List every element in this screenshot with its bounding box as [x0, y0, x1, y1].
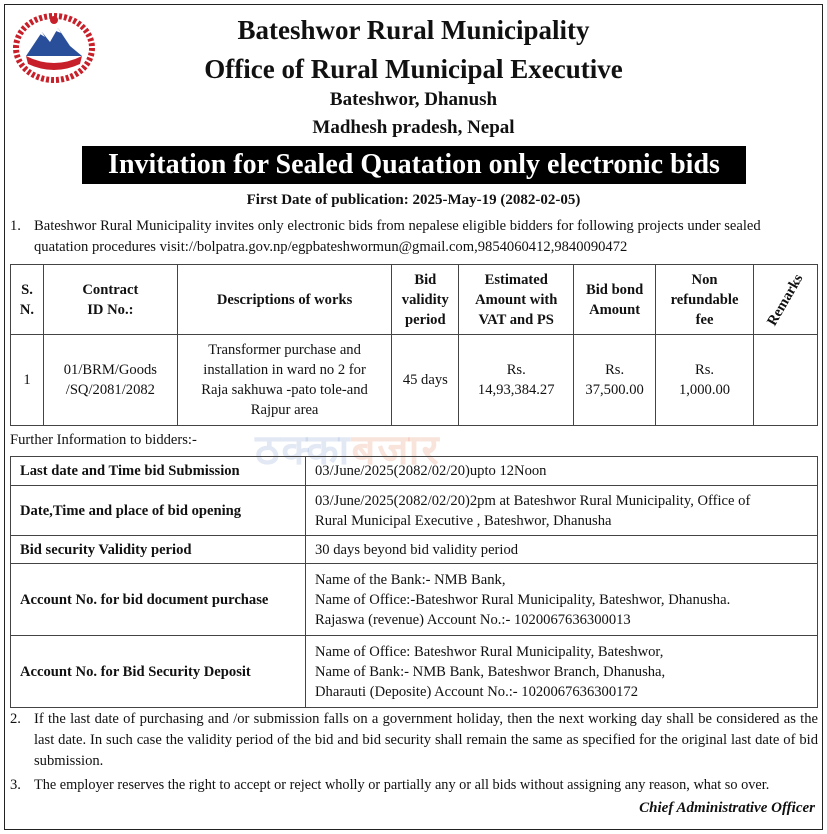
col-sn-header: S. N. — [11, 265, 44, 335]
office-name: Office of Rural Municipal Executive — [204, 54, 623, 84]
further-info-table — [10, 456, 818, 708]
cell-estimated-amount: Rs. 14,93,384.27 — [459, 335, 574, 426]
cell-validity: 45 days — [392, 335, 459, 426]
paragraph-1 — [10, 216, 818, 258]
info-value: Name of the Bank:- NMB Bank, Name of Office:-Bateshwor Rural Municipality, Bateshwor, Dhanusha. Rajaswa (revenue) Account No.:- 1020067636300013 — [306, 564, 818, 636]
cell-remarks — [753, 335, 817, 426]
paragraph-1-text: Bateshwor Rural Municipality invites only electronic bids from nepalese eligible bidders for following projects under sealed quatation procedures visit://bolpatra.gov.np/egpbateshwormun@gmail.com,9854060412,9840090472 — [34, 218, 761, 255]
office-province: Madhesh pradesh, Nepal — [312, 117, 515, 138]
cell-bid-bond: Rs. 37,500.00 — [574, 335, 656, 426]
col-fee-header: Non refundable fee — [656, 265, 754, 335]
info-label: Last date and Time bid Submission — [11, 457, 306, 486]
paragraph-2 — [10, 709, 818, 772]
info-row — [11, 536, 818, 564]
col-validity-header: Bid validity period — [392, 265, 459, 335]
signature-title: Chief Administrative Officer — [639, 800, 815, 816]
info-label: Bid security Validity period — [11, 536, 306, 564]
paragraph-1-number: 1. — [10, 218, 21, 234]
col-remarks-header — [753, 265, 817, 335]
paragraph-3 — [10, 775, 818, 796]
info-label: Account No. for bid document purchase — [11, 564, 306, 636]
col-bid-bond-header: Bid bond Amount — [574, 265, 656, 335]
col-description-header: Descriptions of works — [177, 265, 392, 335]
cell-fee: Rs. 1,000.00 — [656, 335, 754, 426]
paragraph-2-text: If the last date of purchasing and /or submission falls on a government holiday, then the next working day shall be considered as the last date. In such case the validity period of the bid and bid security shall remain the same as specified for the original last date of bid submission. — [34, 711, 818, 769]
further-info-heading: Further Information to bidders:- — [10, 432, 197, 448]
paragraph-3-text: The employer reserves the right to accept or reject wholly or partially any or all bids without assigning any reason, what so over. — [34, 777, 770, 793]
cell-sn: 1 — [11, 335, 44, 426]
info-label: Date,Time and place of bid opening — [11, 486, 306, 536]
bid-table — [10, 264, 818, 426]
watermark-logo: ठक्काबजार — [255, 425, 441, 474]
info-row — [11, 486, 818, 536]
col-contract-id-header: Contract ID No.: — [43, 265, 177, 335]
info-row — [11, 457, 818, 486]
info-value: 30 days beyond bid validity period — [306, 536, 818, 564]
bid-table-header-row — [11, 265, 818, 335]
col-estimated-header: Estimated Amount with VAT and PS — [459, 265, 574, 335]
bid-table-row — [11, 335, 818, 426]
info-row — [11, 564, 818, 636]
info-value: 03/June/2025(2082/02/20)2pm at Bateshwor Rural Municipality, Office of Rural Municipal Executive , Bateshwor, Dhanusha — [306, 486, 818, 536]
remarks-label: Remarks — [764, 270, 807, 329]
info-row — [11, 636, 818, 708]
info-value: 03/June/2025(2082/02/20)upto 12Noon — [306, 457, 818, 486]
info-value: Name of Office: Bateshwor Rural Municipality, Bateshwor, Name of Bank:- NMB Bank, Bateshwor Branch, Dhanusha, Dharauti (Deposite) Account No.:- 1020067636300172 — [306, 636, 818, 708]
info-label: Account No. for Bid Security Deposit — [11, 636, 306, 708]
cell-contract-id: 01/BRM/Goods /SQ/2081/2082 — [43, 335, 177, 426]
municipality-name: Bateshwor Rural Municipality — [237, 15, 590, 45]
cell-description: Transformer purchase and installation in ward no 2 for Raja sakhuwa -pato tole-and Rajpur area — [177, 335, 392, 426]
office-location: Bateshwor, Dhanush — [329, 89, 498, 110]
notice-title-banner: Invitation for Sealed Quatation only electronic bids — [82, 146, 746, 184]
paragraph-2-number: 2. — [10, 711, 21, 727]
paragraph-3-number: 3. — [10, 777, 21, 793]
publication-date: First Date of publication: 2025-May-19 (2082-02-05) — [246, 192, 581, 208]
